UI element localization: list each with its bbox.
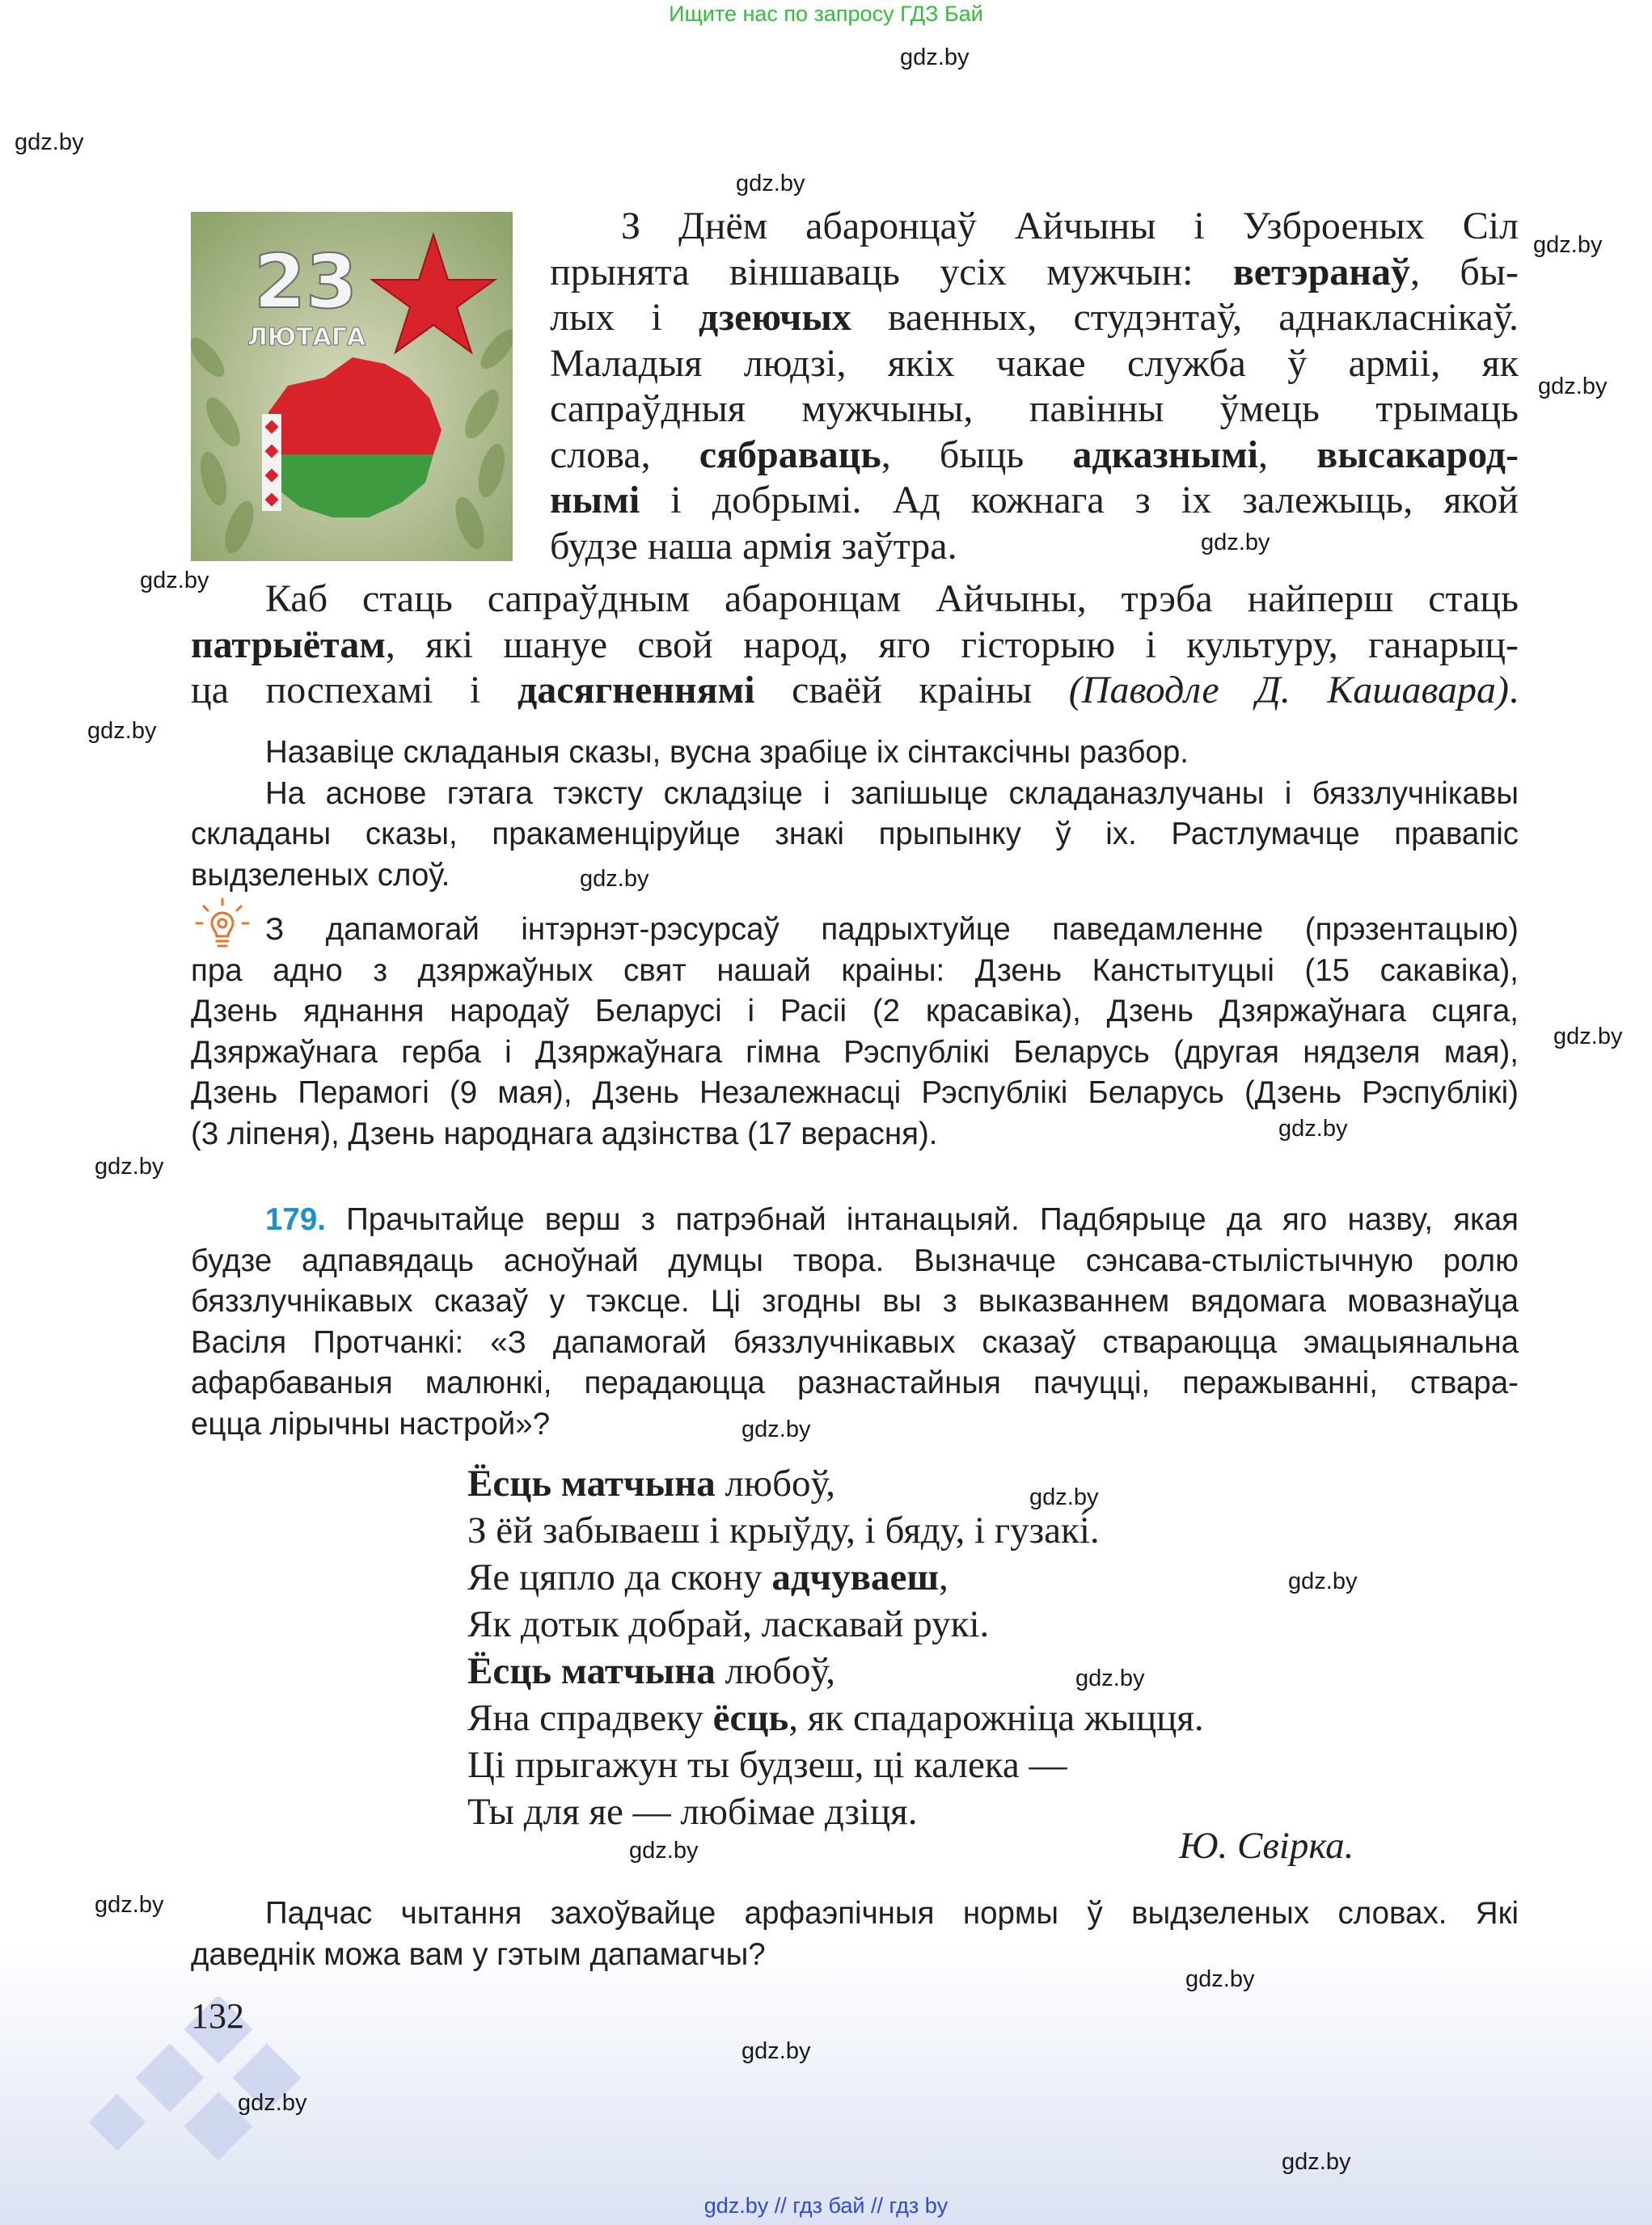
poem-author: Ю. Свірка. — [1179, 1825, 1354, 1867]
watermark: gdz.by — [1278, 1116, 1348, 1142]
task-1: Назавіце складаныя сказы, вусна зрабіце іх сінтаксічны разбор. На аснове гэтага тэксту складзіце і запішыце складаназлучаны і бяззлучнікавы складаны сказы, пракаменціруйце знакі прыпынку ў іх. Растлумачце правапіс выдзеленых слоў. — [191, 735, 1519, 893]
watermark: gdz.by — [1201, 530, 1270, 555]
watermark: gdz.by — [741, 2038, 811, 2064]
watermark: gdz.by — [1075, 1666, 1145, 1691]
watermark: gdz.by — [580, 866, 649, 892]
watermark: gdz.by — [900, 44, 970, 70]
task-2: З дапамогай інтэрнэт-рэсурсаў падрыхтуйце паведамленне (прэзентацыю) пра адно з дзяржаўных свят нашай краіны: Дзень Канстытуцыі (15 сакавіка), Дзень яднання народаў Беларусі і Расіі (2 красавіка), Дзень Дзяржаўнага сцяга, Дзяржаўнага герба і Дзяржаўнага гімна Рэспублікі Беларусь (другая нядзеля мая), Дзень Перамогі (9 мая), Дзень Незалежнасці Рэспублікі Беларусь (Дзень Рэспублікі) (3 ліпеня), Дзень народнага адзінства (17 верасня). — [191, 912, 1519, 1151]
watermark: gdz.by — [238, 2090, 307, 2116]
date-number: 23 — [254, 239, 358, 325]
intro-text-top: З Днём абаронцаў Айчыны і Узброеных Сіл прынята віншаваць усіх мужчын: ветэранаў, бы- лых і дзеючых ваенных, студэнтаў, аднакласнікаў. Маладыя людзі, якіх чакае служба ў арміі, як сапраўдныя мужчыны, павінны ўмець трымаць слова, сябраваць, быць адказнымі, высакарод- нымі і добрымі. Ад кожнага з іх залежыць, якой будзе наша армія заўтра. — [550, 205, 1519, 568]
watermark: gdz.by — [95, 1154, 164, 1180]
watermark: gdz.by — [95, 1892, 164, 1918]
watermark: gdz.by — [1533, 232, 1603, 258]
watermark: gdz.by — [87, 718, 157, 744]
watermark: gdz.by — [1553, 1024, 1623, 1049]
task-3: Падчас чытання захоўвайце арфаэпічныя нормы ў выдзеленых словах. Які даведнік можа вам у гэтым дапамагчы? — [191, 1896, 1519, 1972]
watermark: gdz.by — [741, 1416, 811, 1442]
watermark: gdz.by — [1538, 374, 1608, 399]
watermark: gdz.by — [1282, 2149, 1351, 2175]
watermark: gdz.by — [1288, 1568, 1358, 1594]
poem: Ёсць матчына любоў, З ёй забываеш і крыўду, і бяду, і гузакі́. Яе цяпло да скону адчуваеш, Як дотык добрай, ласкавай рукі. Ёсць матчына любоў, Яна спрадвеку ёсць, як спадарожніца жыцця. Ці прыгажун ты будзеш, ці калека — Ты для яе — любімае дзіця. — [467, 1463, 1204, 1833]
watermark: gdz.by — [15, 129, 84, 155]
intro-text-bottom: Каб стаць сапраўдным абаронцам Айчыны, трэба найперш стаць патрыётам, які шануе свой народ, яго гісторыю і культуру, ганарыц- ца поспехамі і дасягненнямі сваёй краіны (Паводле Д. Кашавара). — [191, 577, 1519, 711]
watermark: gdz.by — [140, 568, 209, 593]
watermark: gdz.by — [736, 171, 805, 196]
search-banner[interactable]: Ищите нас по запросу ГДЗ Бай — [669, 2, 983, 26]
defender-day-illustration — [191, 212, 513, 561]
exercise-number: 179. — [265, 1202, 326, 1237]
date-month: ЛЮТАГА — [247, 323, 366, 352]
exercise-179: 179. Прачытайце верш з патрэбнай інтанацыяй. Падбярыце да яго назву, якая будзе адпавядаць асноўнай думцы твора. Вызначце сэнсава-стылістычную ролю бяззлучнікавых сказаў у тэксце. Ці згодны вы з выказваннем вядомага мовазнаўца Васіля Протчанкі: «З дапамогай бяззлучнікавых сказаў ствараюцца эмацыянальна афарбаваныя малюнкі, перадаюцца разнастайныя пачуцці, перажыванні, ствара- ецца лірычны настрой»? — [191, 1202, 1519, 1442]
watermark: gdz.by — [1185, 1966, 1255, 1992]
watermark: gdz.by — [629, 1838, 699, 1864]
watermark: gdz.by — [1029, 1484, 1099, 1510]
footer-links[interactable]: gdz.by // гдз бай // гдз by — [703, 2193, 949, 2218]
page-number: 132 — [191, 1996, 244, 2036]
source-citation: (Паводле Д. Кашавара) — [1068, 669, 1509, 711]
